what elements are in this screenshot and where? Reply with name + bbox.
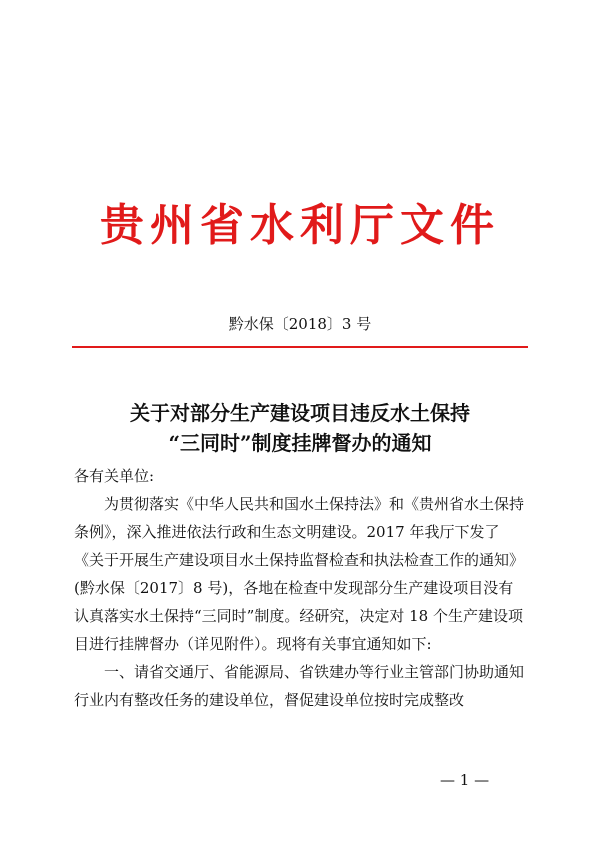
page-number: — 1 — <box>440 771 490 789</box>
notice-title-line-2: “三同时”制度挂牌督办的通知 <box>168 431 432 455</box>
document-header-title: 贵州省水利厅文件 <box>100 200 500 251</box>
document-number: 黔水保〔2018〕3 号 <box>228 315 372 333</box>
addressee: 各有关单位: <box>74 467 155 485</box>
body-paragraph-2: 一、请省交通厅、省能源局、省铁建办等行业主管部门协助通知行业内有整改任务的建设单位，督促建设单位按时完成整改 <box>74 663 525 709</box>
document-body <box>74 462 526 714</box>
body-paragraph-1: 为贯彻落实《中华人民共和国水土保持法》和《贵州省水土保持条例》，深入推进依法行政和生态文明建设。2017 年我厅下发了《关于开展生产建设项目水土保持监督检查和执法检查工作的通知》(黔水保〔2017〕8 号)，各地在检查中发现部分生产建设项目没有认真落实水土保持“三同时”制度。经研究，决定对 18 个生产建设项目进行挂牌督办（详见附件）。现将有关事宜通知如下: <box>74 495 525 653</box>
notice-title <box>0 398 600 458</box>
notice-title-line-1: 关于对部分生产建设项目违反水土保持 <box>130 401 470 425</box>
red-divider-line <box>72 346 528 348</box>
